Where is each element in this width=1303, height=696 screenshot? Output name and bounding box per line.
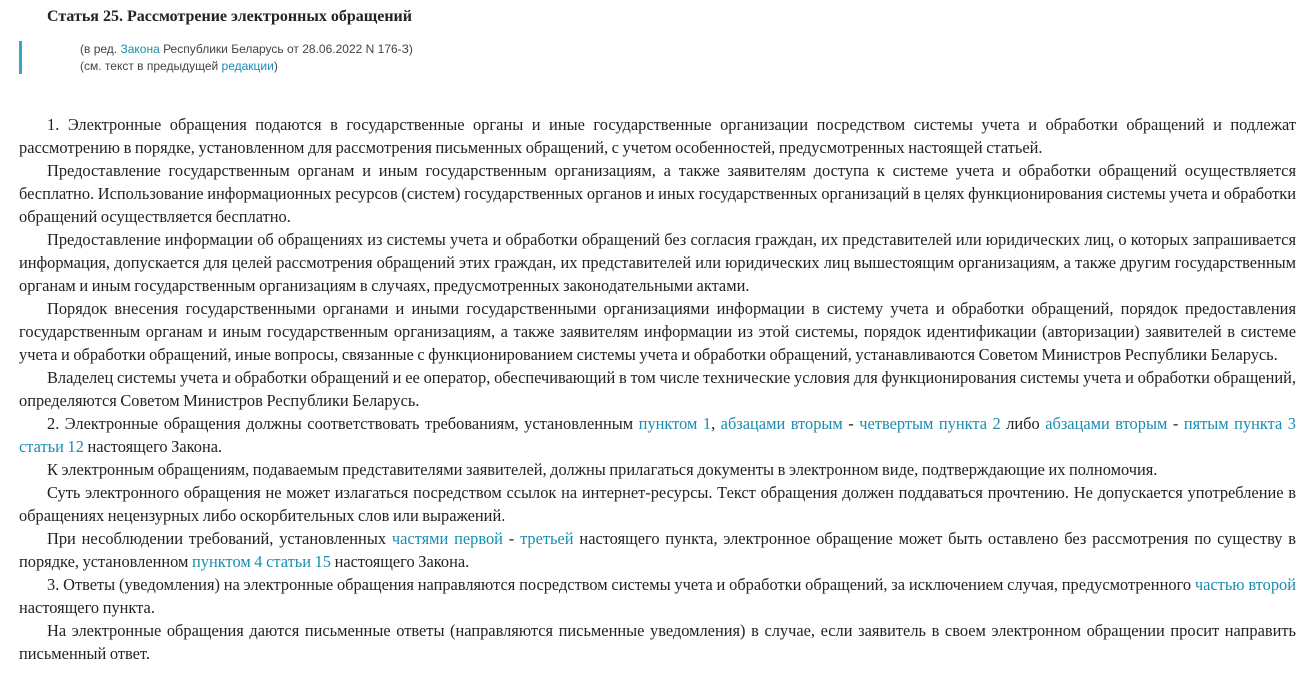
article-paragraph — [19, 458, 1296, 481]
edition-note-line-1 — [80, 41, 413, 58]
cross-reference-link[interactable]: абзацами вторым — [1045, 414, 1168, 433]
paragraph-text: настоящего Закона. — [83, 437, 223, 456]
paragraph-text: Владелец системы учета и обработки обращений и ее оператор, обеспечивающий в том числе технические условия для функционирования системы учета и обработки обращений, определяются Советом Министров Республики Беларусь. — [19, 368, 1296, 410]
article-paragraph — [19, 159, 1296, 228]
paragraph-text: Порядок внесения государственными органами и иными государственными организациями информации в систему учета и обработки обращений, порядок предоставления государственным органам и иным государственным организациям, а также заявителям информации из этой системы, порядок идентификации (авторизации) заявителей в системе учета и обработки обращений, иные вопросы, связанные с функционированием системы учета и обработки обращений, устанавливаются Советом Министров Республики Беларусь. — [19, 299, 1296, 364]
article-body — [19, 113, 1296, 665]
paragraph-text: настоящего пункта, электронное обращение может быть оставлено без рассмотрения по существу в порядке, установленном — [19, 529, 1297, 571]
paragraph-text: 2. Электронные обращения должны соответствовать требованиям, установленным — [47, 414, 639, 433]
article-paragraph — [19, 619, 1296, 665]
cross-reference-link[interactable]: третьей — [520, 529, 574, 548]
paragraph-text: Предоставление информации об обращениях из системы учета и обработки обращений без согласия граждан, их представителей или юридических лиц, о которых запрашивается информация, допускается для целей рассмотрения обращений этих граждан, их представителей или юридических лиц вышестоящим организациям, а также другим государственным органам и иным государственным организациям в случаях, предусмотренных законодательными актами. — [19, 230, 1296, 295]
paragraph-text: , — [711, 414, 721, 433]
cross-reference-link[interactable]: частями первой — [391, 529, 503, 548]
cross-reference-link[interactable]: частью второй — [1194, 575, 1296, 594]
paragraph-text: Предоставление государственным органам и иным государственным организациям, а также заявителям доступа к системе учета и обработки обращений осуществляется бесплатно. Использование информационных ресурсов (систем) государственных органов и иных государственных организаций в целях функционирования системы учета и обработки обращений осуществляется бесплатно. — [19, 161, 1296, 226]
edition-note-text: (см. текст в предыдущей — [80, 59, 222, 73]
article-paragraph — [19, 366, 1296, 412]
edition-note-line-2 — [80, 58, 413, 75]
cross-reference-link[interactable]: пятым пункта 3 статьи 12 — [19, 414, 1296, 456]
paragraph-text: либо — [1000, 414, 1046, 433]
paragraph-text: Суть электронного обращения не может излагаться посредством ссылок на интернет-ресурсы. Текст обращения должен поддаваться прочтению. Не допускается употребление в обращениях нецензурных либо оскорбительных слов или выражений. — [19, 483, 1296, 525]
article-paragraph — [19, 412, 1296, 458]
edition-note — [19, 41, 413, 74]
paragraph-text: - — [842, 414, 860, 433]
previous-edition-link[interactable]: редакции — [221, 59, 274, 73]
article-paragraph — [19, 297, 1296, 366]
paragraph-text: К электронным обращениям, подаваемым представителями заявителей, должны прилагаться документы в электронном виде, подтверждающие их полномочия. — [47, 460, 1158, 479]
article-paragraph — [19, 573, 1296, 619]
article-paragraph — [19, 481, 1296, 527]
paragraph-text: - — [1167, 414, 1184, 433]
paragraph-text: 1. Электронные обращения подаются в государственные органы и иные государственные организации посредством системы учета и обработки обращений и подлежат рассмотрению в порядке, установленном для рассмотрения письменных обращений, с учетом особенностей, предусмотренных настоящей статьей. — [19, 115, 1296, 157]
paragraph-text: - — [502, 529, 521, 548]
article-paragraph — [19, 113, 1296, 159]
article-paragraph — [19, 228, 1296, 297]
paragraph-text: настоящего Закона. — [330, 552, 470, 571]
paragraph-text: На электронные обращения даются письменные ответы (направляются письменные уведомления) в случае, если заявитель в своем электронном обращении просит направить письменный ответ. — [19, 621, 1296, 663]
edition-note-text: Республики Беларусь от 28.06.2022 N 176-З) — [159, 42, 413, 56]
law-link[interactable]: Закона — [120, 42, 160, 56]
cross-reference-link[interactable]: пунктом 1 — [638, 414, 712, 433]
edition-note-text: (в ред. — [80, 42, 121, 56]
paragraph-text: При несоблюдении требований, установленных — [47, 529, 392, 548]
article-title: Статья 25. Рассмотрение электронных обращений — [47, 8, 412, 25]
paragraph-text: 3. Ответы (уведомления) на электронные обращения направляются посредством системы учета и обработки обращений, за исключением случая, предусмотренного — [47, 575, 1195, 594]
cross-reference-link[interactable]: абзацами вторым — [720, 414, 843, 433]
article-paragraph — [19, 527, 1296, 573]
cross-reference-link[interactable]: пунктом 4 статьи 15 — [192, 552, 331, 571]
paragraph-text: настоящего пункта. — [19, 598, 155, 617]
cross-reference-link[interactable]: четвертым пункта 2 — [859, 414, 1001, 433]
edition-note-text: ) — [273, 59, 278, 73]
